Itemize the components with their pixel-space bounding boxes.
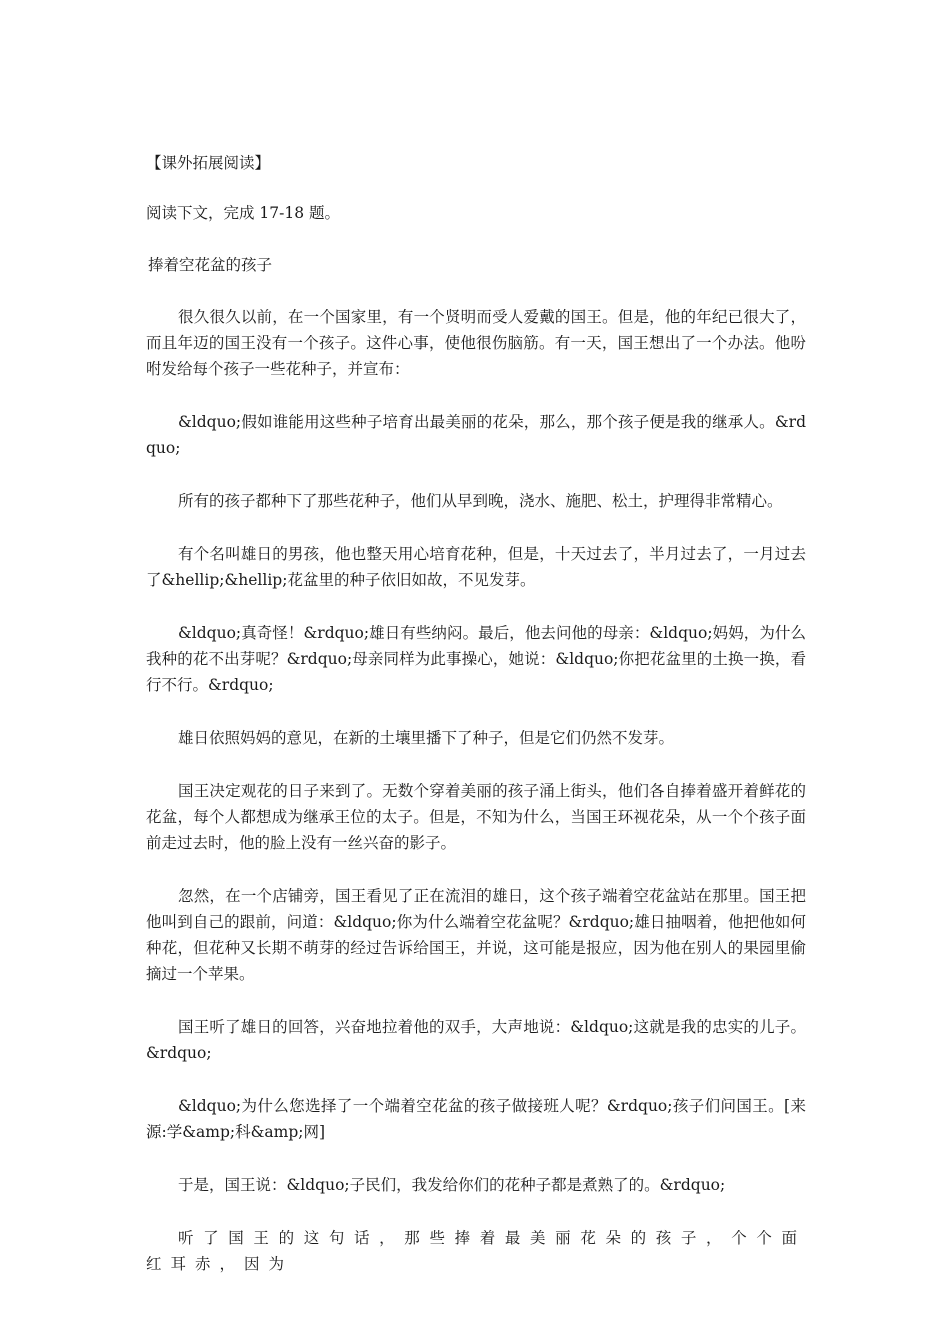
story-paragraph-2: &ldquo;假如谁能用这些种子培育出最美丽的花朵，那么，那个孩子便是我的继承人。&rdquo; bbox=[146, 413, 806, 457]
story-paragraph-10: &ldquo;为什么您选择了一个端着空花盆的孩子做接班人呢？&rdquo;孩子们问国王。[来源:学&amp;科&amp;网] bbox=[146, 1097, 806, 1141]
story-paragraph-3: 所有的孩子都种下了那些花种子，他们从早到晚，浇水、施肥、松土，护理得非常精心。 bbox=[178, 492, 783, 510]
section-heading: 【课外拓展阅读】 bbox=[146, 154, 271, 172]
story-paragraph-7: 国王决定观花的日子来到了。无数个穿着美丽的孩子涌上街头，他们各自捧着盛开着鲜花的花盆，每个人都想成为继承王位的太子。但是，不知为什么，当国王环视花朵，从一个个孩子面前走过去时，他的脸上没有一丝兴奋的影子。 bbox=[146, 782, 806, 852]
document-page bbox=[146, 150, 806, 1304]
story-paragraph-11: 于是，国王说：&ldquo;子民们，我发给你们的花种子都是煮熟了的。&rdquo; bbox=[178, 1176, 726, 1194]
story-title: 捧着空花盆的孩子 bbox=[148, 256, 273, 274]
reading-instruction: 阅读下文，完成 17-18 题。 bbox=[146, 204, 341, 222]
story-paragraph-5: &ldquo;真奇怪！&rdquo;雄日有些纳闷。最后，他去问他的母亲：&ldquo;妈妈，为什么我种的花不出芽呢？&rdquo;母亲同样为此事操心，她说：&ldquo;你把花盆里的土换一换，看行不行。&rdquo; bbox=[146, 624, 806, 694]
story-paragraph-4: 有个名叫雄日的男孩，他也整天用心培育花种，但是，十天过去了，半月过去了，一月过去了&hellip;&hellip;花盆里的种子依旧如故，不见发芽。 bbox=[146, 545, 806, 589]
story-paragraph-1: 很久很久以前，在一个国家里，有一个贤明而受人爱戴的国王。但是，他的年纪已很大了，而且年迈的国王没有一个孩子。这件心事，使他很伤脑筋。有一天，国王想出了一个办法。他吩咐发给每个孩子一些花种子，并宣布： bbox=[146, 308, 806, 378]
story-paragraph-6: 雄日依照妈妈的意见，在新的土壤里播下了种子，但是它们仍然不发芽。 bbox=[178, 729, 675, 747]
story-paragraph-8: 忽然，在一个店铺旁，国王看见了正在流泪的雄日，这个孩子端着空花盆站在那里。国王把他叫到自己的跟前，问道：&ldquo;你为什么端着空花盆呢？&rdquo;雄日抽咽着，他把他如何种花，但花种又长期不萌芽的经过告诉给国王，并说，这可能是报应，因为他在别人的果园里偷摘过一个苹果。 bbox=[146, 887, 806, 983]
story-paragraph-12: 听了国王的这句话，那些捧着最美丽花朵的孩子，个个面红耳赤，因为 bbox=[146, 1229, 806, 1273]
story-paragraph-9: 国王听了雄日的回答，兴奋地拉着他的双手，大声地说：&ldquo;这就是我的忠实的儿子。&rdquo; bbox=[146, 1018, 806, 1062]
